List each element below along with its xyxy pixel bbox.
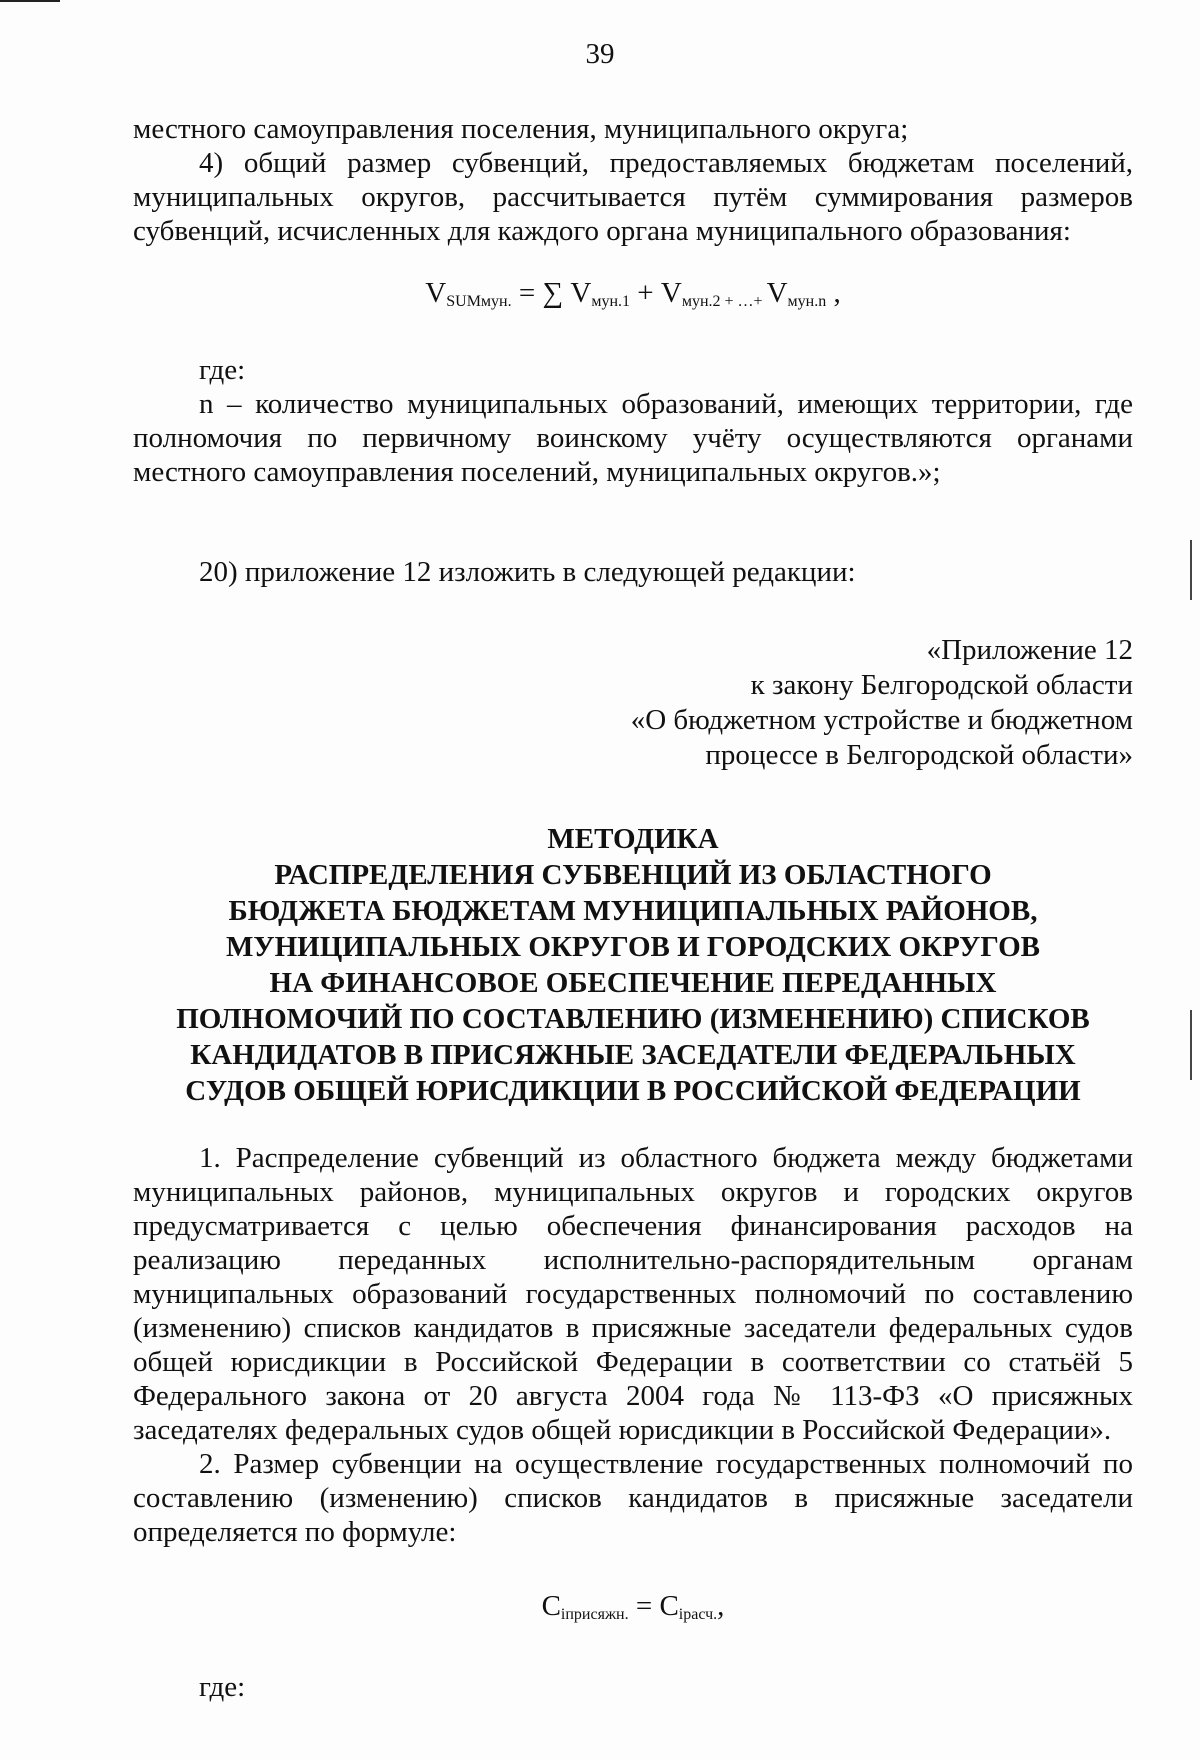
formula-subscript: мун.2 + …+ <box>681 293 767 310</box>
formula-symbol: C <box>541 1590 561 1622</box>
formula-subscript: мун.n <box>787 293 827 310</box>
appendix-line: к закону Белгородской области <box>750 669 1133 701</box>
formula-symbol: C <box>659 1590 679 1622</box>
n-definition: n – количество муниципальных образований, имеющих территории, где полномочия по первичному воинскому учёту осуществляются органами местного самоуправления поселений, муниципальных округов.»; <box>133 388 1133 488</box>
appendix-line: процессе в Белгородской области» <box>705 739 1133 771</box>
page-number: 39 <box>585 38 615 70</box>
formula-symbol: V <box>660 277 682 309</box>
formula-operator: = ∑ <box>511 277 571 309</box>
formula-end: , <box>826 277 841 309</box>
appendix-header <box>133 633 1133 773</box>
formula-subscript: мун.1 <box>591 293 631 310</box>
document-body <box>133 112 1133 1704</box>
title-line: МУНИЦИПАЛЬНЫХ ОКРУГОВ И ГОРОДСКИХ ОКРУГОВ <box>225 931 1041 963</box>
formula-end: , <box>717 1590 725 1622</box>
formula-subscript: iрасч. <box>678 1606 718 1623</box>
scan-edge-mark <box>1190 540 1192 600</box>
where-label: где: <box>199 1671 246 1703</box>
formula-c <box>133 1589 1133 1632</box>
document-title <box>133 821 1133 1109</box>
title-line: СУДОВ ОБЩЕЙ ЮРИСДИКЦИИ В РОССИЙСКОЙ ФЕДЕРАЦИИ <box>185 1075 1081 1107</box>
paragraph-1: 1. Распределение субвенций из областного бюджета между бюджетами муниципальных районов, муниципальных округов и городских округов предусматривается с целью обеспечения финансирования расходов на реализацию переданных исполнительно-распорядительным органам муниципальных образований государственных полномочий по составлению (изменению) списков кандидатов в присяжные заседатели федеральных судов общей юрисдикции в Российской Федерации в соответствии со статьёй 5 Федерального закона от 20 августа 2004 года № 113-ФЗ «О присяжных заседателях федеральных судов общей юрисдикции в Российской Федерации». <box>133 1142 1133 1446</box>
formula-symbol: V <box>766 277 788 309</box>
appendix-line: «Приложение 12 <box>926 634 1133 666</box>
paragraph-item-20: 20) приложение 12 изложить в следующей редакции: <box>199 556 856 588</box>
paragraph-2: 2. Размер субвенции на осуществление государственных полномочий по составлению (изменению) списков кандидатов в присяжные заседатели определяется по формуле: <box>133 1448 1133 1548</box>
formula-symbol: V <box>425 277 447 309</box>
formula-operator: = <box>628 1590 660 1622</box>
title-line: КАНДИДАТОВ В ПРИСЯЖНЫЕ ЗАСЕДАТЕЛИ ФЕДЕРАЛЬНЫХ <box>190 1039 1076 1071</box>
title-line: РАСПРЕДЕЛЕНИЯ СУБВЕНЦИЙ ИЗ ОБЛАСТНОГО <box>274 859 992 891</box>
where-label: где: <box>199 354 246 386</box>
title-line: МЕТОДИКА <box>547 823 719 855</box>
title-line: НА ФИНАНСОВОЕ ОБЕСПЕЧЕНИЕ ПЕРЕДАННЫХ <box>269 967 997 999</box>
title-line: ПОЛНОМОЧИЙ ПО СОСТАВЛЕНИЮ (ИЗМЕНЕНИЮ) СПИСКОВ <box>176 1003 1090 1035</box>
appendix-line: «О бюджетном устройстве и бюджетном <box>630 704 1133 736</box>
title-line: БЮДЖЕТА БЮДЖЕТАМ МУНИЦИПАЛЬНЫХ РАЙОНОВ, <box>228 895 1038 927</box>
paragraph-continuation: местного самоуправления поселения, муниципального округа; <box>133 113 909 145</box>
formula-subscript: iприсяжн. <box>560 1606 629 1623</box>
paragraph-item-4: 4) общий размер субвенций, предоставляемых бюджетам поселений, муниципальных округов, рассчитывается путём суммирования размеров субвенций, исчисленных для каждого органа муниципального образования: <box>133 147 1133 247</box>
scan-edge-mark <box>0 0 60 2</box>
formula-subscript: SUMмун. <box>446 293 512 310</box>
formula-vsum <box>133 276 1133 319</box>
scan-edge-mark <box>1190 1010 1192 1080</box>
formula-operator: + <box>630 277 661 309</box>
formula-symbol: V <box>570 277 592 309</box>
